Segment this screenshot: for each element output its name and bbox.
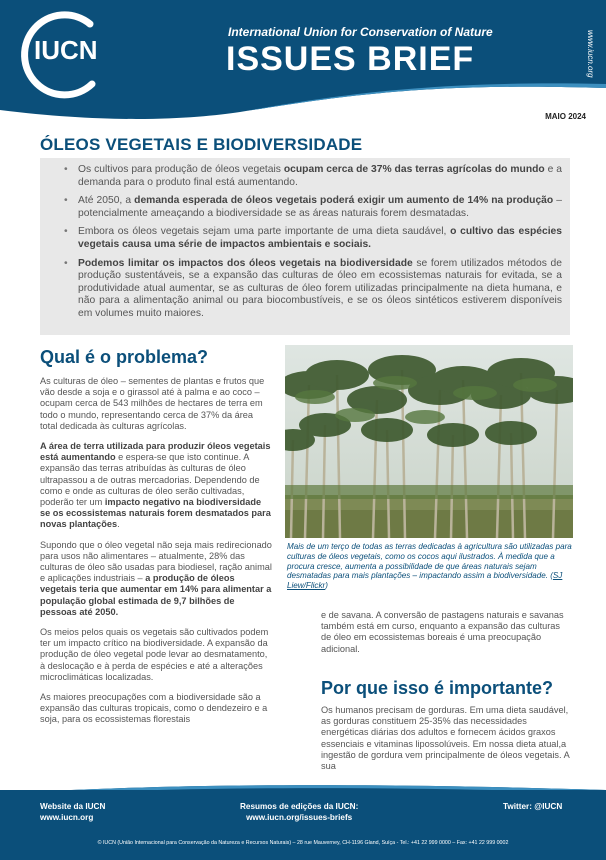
publication-date: MAIO 2024 [545,112,586,121]
importance-text: Os humanos precisam de gorduras. Em uma dieta saudável, as gorduras constituem 25-35% das necessidades energéticas diárias dos adultos e fornecem ácidos graxos essenciais e vitaminas lipossolúveis. Em nossa dieta atual,a ingestão de gordura vem principalmente de óleos vegetais. A sua [321,705,570,772]
page-title: ÓLEOS VEGETAIS E BIODIVERSIDADE [40,135,363,154]
briefs-link[interactable]: www.iucn.org/issues-briefs [246,813,353,822]
paragraph: Os meios pelos quais os vegetais são cultivados podem ter um impacto crítico na biodiversidade. A expansão da produção de óleo vegetal pode levar ao desmatamento, à deslocação e à perda de espécies e até a alterações microclimáticas localizadas. [40,627,269,682]
footer-website: Website da IUCN www.iucn.org [40,802,106,822]
logo-text: IUCN [34,35,98,65]
problem-heading: Qual é o problema? [40,347,209,367]
brief-title: ISSUES BRIEF [226,40,475,78]
copyright: © IUCN (União Internacional para Conservação da Natureza e Recursos Naturais) – 28 rue Mauverney, CH-1196 Gland, Suíça - Tel.: +41 22 999 0000 – Fax: +41 22 999 0002 [97,840,509,846]
photo-caption: Mais de um terço de todas as terras dedicadas à agricultura são utilizadas para culturas de óleos vegetais, como os cocos aqui ilustrados. À medida que a procura cresce, aumenta a possibilidade de que áreas naturais sejam desmatadas para mais plantações – impactando assim a biodiversidade. (SJ Liew/Flickr) [287,542,572,591]
coconut-plantation-photo [285,345,573,538]
importance-heading: Por que isso é importante? [321,678,554,698]
twitter-handle[interactable]: Twitter: @IUCN [503,802,563,811]
palm-trees-image [285,345,573,538]
side-url: www.iucn.org [586,30,595,78]
paragraph: Supondo que o óleo vegetal não seja mais redirecionado para usos não alimentares – atualmente, 28% das culturas de óleo são usadas para biodiesel, ração animal e aplicações industriais – a produção de óleos vegetais teria que aumentar em 14% para alimentar a população global estimada de 9,7 bilhões de pessoas até 2050. [40,539,272,617]
paragraph: As maiores preocupações com a biodiversidade são a expansão das culturas tropicais, como o dendezeiro e a soja, para os ecossistemas florestais [40,692,268,725]
key-point: • Podemos limitar os impactos dos óleos vegetais na biodiversidade se forem utilizados métodos de produção sustentáveis, se a expansão das culturas de óleo em ecossistemas naturais for evitada, se a produtividade atual aumentar, se as culturas de óleo forem utilizadas principalmente na dieta humana, e não para a alimentação animal ou para biocombustíveis, e se os óleos sintéticos estiverem disponíveis em volumes muito maiores. [78,258,562,321]
key-point: • Até 2050, a demanda esperada de óleos vegetais poderá exigir um aumento de 14% na produção – potencialmente ameaçando a biodiversidade se as áreas naturais forem desmatadas. [78,195,562,220]
problem-continued: e de savana. A conversão de pastagens naturais e savanas também está em curso, enquanto a expansão das culturas de óleo em ecossistemas boreais é uma preocupação adicional. [321,610,564,654]
paragraph: A área de terra utilizada para produzir óleos vegetais está aumentando e espera-se que isto continue. A expansão das terras atribuídas às culturas de óleo ultrapassou a de outras mercadorias. Dependendo de como e onde as culturas de óleo serão cultivadas, poderão ter um impacto negativo na biodiversidade se os ecossistemas naturais forem desmatados para novas plantações. [40,441,271,530]
photo-credit-link[interactable]: SJ Liew/Flickr [287,571,563,591]
header-wave [0,0,606,140]
paragraph: As culturas de óleo – sementes de plantas e frutos que vão desde a soja e o girassol até à palma e ao coco – ocupam cerca de 543 milhões de hectares de terra em todo o mundo, representando cerca de 37% da área total dedicada às culturas agrícolas. [40,376,265,431]
org-name: International Union for Conservation of Nature [228,25,493,39]
footer-briefs: Resumos de edições da IUCN: www.iucn.org/issues-briefs [240,802,359,822]
key-point: • Os cultivos para produção de óleos vegetais ocupam cerca de 37% das terras agrícolas do mundo e a demanda para o produto final está aumentando. [78,164,562,189]
problem-column [40,376,272,735]
website-link[interactable]: www.iucn.org [40,813,94,822]
key-point: • Embora os óleos vegetais sejam uma parte importante de uma dieta saudável, o cultivo das espécies vegetais causa uma série de impactos ambientais e sociais. [78,226,562,251]
key-points-box [40,158,570,335]
